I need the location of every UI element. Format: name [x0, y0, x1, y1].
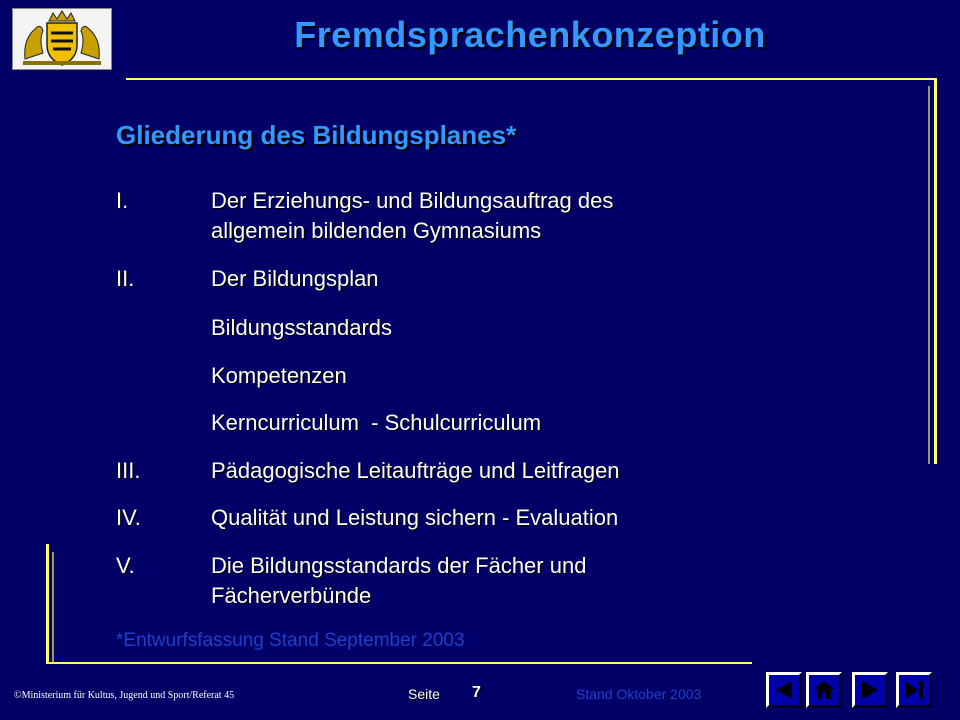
list-item-number: V.: [116, 553, 135, 578]
left-rule: [46, 544, 49, 664]
list-item-number: IV.: [116, 505, 141, 530]
previous-slide-button[interactable]: [766, 672, 802, 708]
coat-of-arms-icon: [12, 8, 112, 70]
home-icon: [812, 678, 836, 702]
previous-icon: [772, 678, 796, 702]
right-rule-shadow: [928, 86, 930, 464]
page-number-label: Seite: [408, 686, 440, 702]
next-slide-button[interactable]: [852, 672, 888, 708]
footnote: *Entwurfsfassung Stand September 2003: [116, 630, 465, 651]
page-title: Fremdsprachenkonzeption: [294, 14, 766, 55]
next-icon: [858, 678, 882, 702]
last-slide-button[interactable]: [896, 672, 932, 708]
list-item-text: Der Bildungsplan: [211, 266, 379, 291]
list-item-text: Bildungsstandards: [211, 315, 393, 340]
copyright-notice: ©Ministerium für Kultus, Jugend und Sport/Referat 45: [14, 690, 235, 701]
list-item-number: I.: [116, 188, 129, 213]
page-number: 7: [472, 684, 481, 701]
top-rule: [126, 78, 936, 80]
section-heading: Gliederung des Bildungsplanes*: [116, 120, 517, 150]
home-button[interactable]: [806, 672, 842, 708]
list-item-text: Kerncurriculum - Schulcurriculum: [211, 410, 542, 435]
list-item-number: II.: [116, 266, 135, 291]
list-item: [116, 551, 756, 611]
list-item-text: Der Erziehungs- und Bildungsauftrag des allgemein bildenden Gymnasiums: [211, 188, 614, 243]
last-slide-icon: [902, 678, 926, 702]
list-item-text: Kompetenzen: [211, 363, 347, 388]
list-item-number: III.: [116, 458, 141, 483]
date-stamp: Stand Oktober 2003: [576, 686, 702, 702]
right-rule: [934, 78, 937, 464]
list-item-text: Qualität und Leistung sichern - Evaluation: [211, 505, 619, 530]
bottom-rule: [46, 662, 752, 664]
list-item-text: Die Bildungsstandards der Fächer und Fächerverbünde: [211, 553, 587, 608]
left-rule-shadow: [52, 552, 54, 664]
list-item-text: Pädagogische Leitaufträge und Leitfragen: [211, 458, 620, 483]
list-item: [116, 186, 756, 246]
